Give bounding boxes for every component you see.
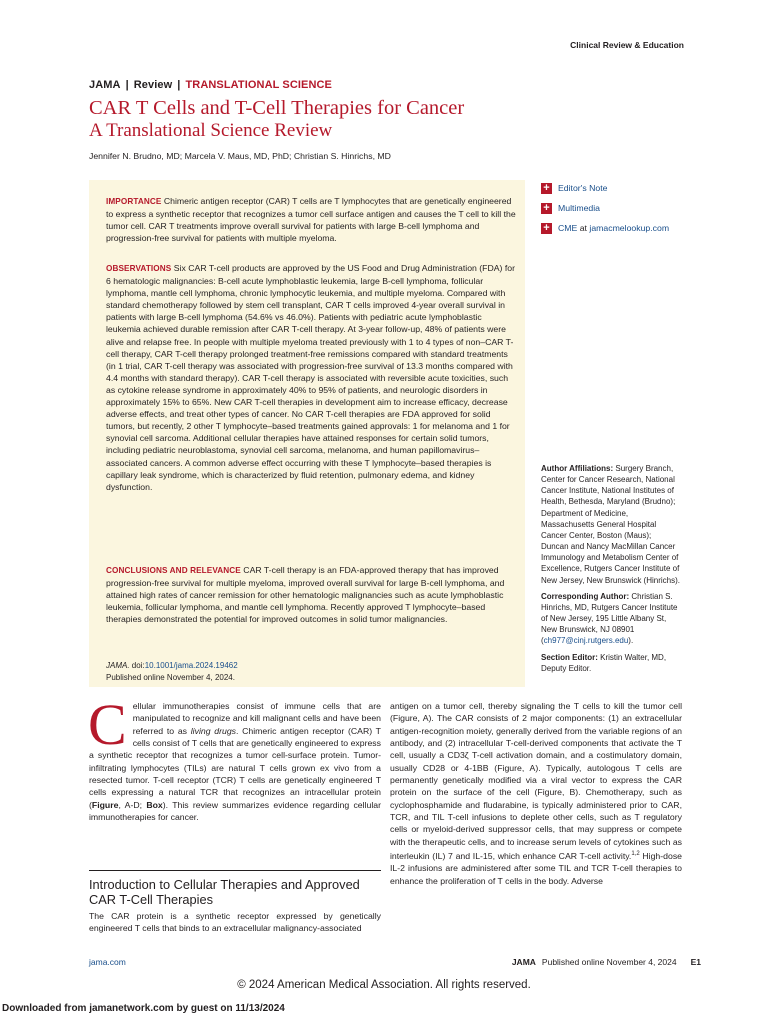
citation-doi-prefix: doi: (131, 661, 145, 670)
reference-superscript[interactable]: 1,2 (631, 851, 640, 858)
doi-link[interactable]: 10.1001/jama.2024.19462 (144, 661, 238, 670)
corresponding-author (541, 591, 681, 647)
box-ref[interactable]: Box (146, 799, 163, 810)
intro-italic: living drugs (190, 725, 236, 736)
plus-icon: + (541, 183, 552, 194)
multimedia-link[interactable] (541, 198, 669, 218)
footer-journal: JAMA (511, 957, 536, 967)
abstract-box (89, 180, 525, 687)
section-editor (541, 652, 681, 674)
related-links (541, 178, 669, 238)
section-heading: Introduction to Cellular Therapies and Approved CAR T-Cell Therapies (89, 877, 360, 907)
abstract-conclusions (106, 564, 516, 625)
body-paragraph-2 (89, 910, 381, 935)
download-stamp: Downloaded from jamanetwork.com by guest on 11/13/2024 (2, 1003, 285, 1014)
article-section: TRANSLATIONAL SCIENCE (185, 79, 332, 91)
intro-text: ). This review summarizes evidence regarding cellular immunotherapies for cancer. (89, 799, 381, 823)
intro-text: ellular immunotherapies consist of immune cells that are manipulated to recognize and kill malignant cells and have been referred to as (132, 701, 381, 736)
link-suffix: at (577, 223, 590, 233)
article-subtitle: A Translational Science Review (89, 120, 333, 141)
author-affiliations (541, 463, 681, 586)
observations-label: OBSERVATIONS (106, 264, 172, 273)
plus-icon: + (541, 223, 552, 234)
importance-label: IMPORTANCE (106, 197, 162, 206)
paragraph-text: The CAR protein is a synthetic receptor expressed by genetically engineered T cells that binds to an extracellular malignancy-associated (89, 911, 381, 934)
section-editor-label: Section Editor: (541, 652, 598, 662)
observations-text: Six CAR T-cell products are approved by the US Food and Drug Administration (FDA) for 6 hematologic malignancies: B-cell acute lymphoblastic leukemia, large B-cell lymphoma, follicular lymphoma, mantle cell lymphoma, chronic lymphocytic leukemia, and multiple myeloma. Compared with standard chemotherapy followed by stem cell transplant, CAR T cells improved 4-year overall survival in patients with large B-cell lymphoma (54.6% vs 46.0%). Patients with pediatric acute lymphoblastic leukemia achieved durable remission after CAR T-cell therapy. At 3-year follow-up, 48% of patients were alive and relapse free. In people with multiple myeloma treated previously with 1 to 4 types of non–CAR T-cell therapy, CAR T-cell therapy prolonged treatment-free remissions compared with standard treatments (in 1 trial, CAR T-cell therapy was associated with progression-free survival of 13.3 months compared with 4.4 months with standard therapy). CAR T-cell therapy is associated with reversible acute toxicities, such as cytokine release syndrome in approximately 40% to 95% of patients, and neurologic disorders in approximately 15% to 65%. New CAR T-cell therapies in development aim to increase efficacy, decrease adverse effects, and treat other types of cancer. No CAR T-cell therapies are FDA approved for solid tumors, but recently, 2 other T lymphocyte–based treatments gained approvals: 1 for melanoma and 1 for synovial cell sarcoma. Additional cellular therapies have attained responses for certain solid tumors, including pediatric neuroblastoma, synovial cell sarcoma, melanoma, and human papillomavirus–associated cancers. A common adverse effect occurring with these T lymphocyte–based therapies is capillary leak syndrome, which is characterized by fluid retention, pulmonary edema, and kidney dysfunction. (106, 263, 515, 492)
kicker-separator: | (125, 79, 129, 91)
right-column-paragraph (390, 700, 682, 887)
footer-site-link[interactable]: jama.com (89, 957, 126, 967)
figure-ref[interactable]: Figure (91, 799, 119, 810)
link-label: Editor's Note (558, 183, 608, 193)
section-editor-text: Kristin Walter, MD, Deputy Editor. (541, 652, 667, 673)
intro-text: , A-D; (118, 799, 147, 810)
article-kicker (89, 79, 332, 91)
plus-icon: + (541, 203, 552, 214)
cme-link[interactable] (541, 218, 669, 238)
conclusions-label: CONCLUSIONS AND RELEVANCE (106, 566, 241, 575)
intro-text: . Chimeric antigen receptor (CAR) T cells consist of T cells that are genetically engineered to express a synthetic receptor that recognizes a tumor cell-surface protein. Tumor-infiltrating lymphocytes (TILs) are natural T cells grown ex vivo from a resected tumor. T-cell receptor (TCR) T cells are genetically engineered T cells expressing a natural TCR that recognizes an intracellular protein ( (89, 725, 381, 810)
importance-text: Chimeric antigen receptor (CAR) T cells are T lymphocytes that are genetically engineered to express a synthetic receptor that recognizes a tumor cell surface antigen and causes the T cell to kill the tumor cell. CAR T treatments improve overall survival for patients with large B-cell lymphoma and progression-free survival for patients with multiple myeloma. (106, 196, 516, 244)
affiliations-label: Author Affiliations: (541, 464, 614, 473)
page-number: E1 (690, 957, 701, 967)
editors-note-link[interactable] (541, 178, 669, 198)
affiliations-text: Surgery Branch, Center for Cancer Research, National Cancer Institute, National Institutes of Health, Bethesda, Maryland (Brudno); Department of Medicine, Massachusetts General Hospital Cancer Center, Boston (Maus); Duncan and Nancy MacMillan Cancer Immunology and Metabolism Center of Excellence, Rutgers Cancer Institute of New Jersey, New Brunswick (Hinrichs). (541, 464, 680, 585)
paragraph-text: antigen on a tumor cell, thereby signaling the T cells to kill the tumor cell (Figure, A). The CAR consists of 2 major components: (1) an extracellular antigen-recognition moiety, generally derived from the variable regions of an antibody, and (2) intracellular T-cell-derived components that activate the T cell, usually a CD3ζ T-cell activation domain, and a costimulatory domain, usually CD28 or 4-1BB (Figure, A). Typically, autologous T cells are permanently genetically modified via a viral vector to express the CAR protein on the surface of the cell (Figure, B). Chemotherapy, such as cyclophosphamide and fludarabine, is typically administered prior to CAR, TCR, and TIL T-cell infusions to deplete other cells, such as T regulatory cells or myeloid-derived suppressor cells, that may suppress or compete with the therapeutic cells, and to increase serum levels of cytokines such as interleukin (IL) 7 and IL-15, which enhance CAR T-cell activity. (390, 701, 682, 862)
copyright: © 2024 American Medical Association. All rights reserved. (237, 979, 531, 991)
cme-url[interactable]: jamacmelookup.com (589, 223, 670, 233)
abstract-citation (106, 660, 516, 683)
drop-cap: C (88, 692, 127, 757)
article-title: CAR T Cells and T-Cell Therapies for Cancer (89, 97, 465, 119)
citation-journal: JAMA. (106, 661, 130, 670)
link-label: Multimedia (558, 203, 601, 213)
paragraph-text: High-dose IL-2 infusions are administered after some TIL and TCR T-cell therapies to enhance the proliferation of T cells in the body. Adverse (390, 851, 682, 886)
author-info (541, 463, 681, 679)
abstract-importance (106, 195, 516, 244)
kicker-separator: | (177, 79, 181, 91)
body-column-right (390, 700, 682, 887)
intro-paragraph (88, 692, 381, 823)
abstract-observations (106, 262, 516, 493)
published-date: Published online November 4, 2024. (106, 672, 235, 682)
corresponding-email[interactable]: ch977@cinj.rutgers.edu (543, 636, 629, 646)
article-type: Review (133, 79, 173, 91)
author-list: Jennifer N. Brudno, MD; Marcela V. Maus, MD, PhD; Christian S. Hinrichs, MD (89, 151, 391, 161)
section-label: Clinical Review & Education (570, 40, 684, 50)
body-column-left (88, 692, 381, 823)
journal-name: JAMA (89, 79, 121, 91)
link-label: CME (558, 223, 578, 233)
section-rule (89, 870, 381, 871)
corresponding-text: Christian S. Hinrichs, MD, Rutgers Cancer Institute of New Jersey, 195 Little Albany St, New Brunswick, NJ 08901 ( (541, 591, 678, 646)
footer-info (512, 957, 701, 967)
corresponding-end: ). (628, 636, 634, 646)
corresponding-label: Corresponding Author: (541, 591, 630, 601)
footer-published: Published online November 4, 2024 (541, 957, 677, 967)
conclusions-text: CAR T-cell therapy is an FDA-approved therapy that has improved progression-free survival for multiple myeloma, improved overall survival for large B-cell lymphoma, and attained high rates of cancer remission for other hematologic malignancies such as acute lymphoblastic leukemia, follicular lymphoma, and mantle cell lymphoma. Recently approved T lymphocyte–based therapies demonstrated the potential for improved outcomes in solid tumor malignancies. (106, 565, 505, 625)
